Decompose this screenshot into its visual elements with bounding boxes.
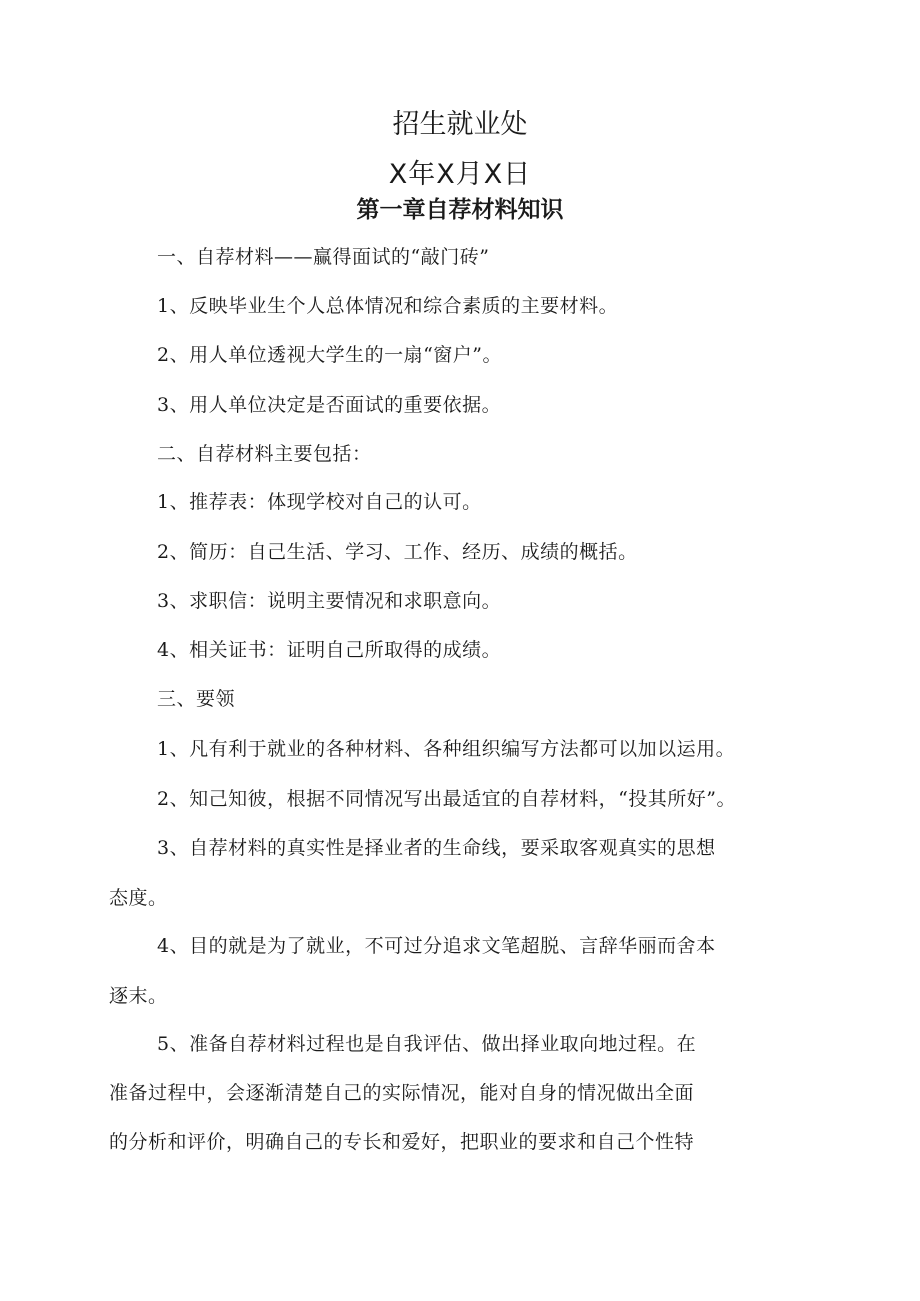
paragraph-line: 2、简历：自己生活、学习、工作、经历、成绩的概括。	[157, 541, 638, 563]
paragraph-line-continued: 逐末。	[109, 985, 168, 1007]
paragraph-line: 4、目的就是为了就业，不可过分追求文笔超脱、言辞华丽而舍本	[157, 935, 716, 957]
paragraph-line: 5、准备自荐材料过程也是自我评估、做出择业取向地过程。在	[157, 1033, 697, 1055]
paragraph-line: 4、相关证书：证明自己所取得的成绩。	[157, 639, 502, 661]
chapter-title: 第一章自荐材料知识	[356, 197, 564, 223]
paragraph-line: 2、知己知彼，根据不同情况写出最适宜的自荐材料，“投其所好”。	[157, 788, 737, 810]
paragraph-line: 3、用人单位决定是否面试的重要依据。	[157, 394, 502, 416]
paragraph-line: 1、凡有利于就业的各种材料、各种组织编写方法都可以加以运用。	[157, 738, 736, 760]
section-heading-1: 一、自荐材料——赢得面试的“敲门砖”	[157, 246, 490, 268]
section-heading-2: 二、自荐材料主要包括：	[157, 443, 372, 465]
paragraph-line-continued: 准备过程中，会逐渐清楚自己的实际情况，能对自身的情况做出全面	[109, 1082, 695, 1104]
paragraph-line: 3、求职信：说明主要情况和求职意向。	[157, 590, 502, 612]
paragraph-line: 1、反映毕业生个人总体情况和综合素质的主要材料。	[157, 295, 619, 317]
paragraph-line-continued: 态度。	[109, 887, 168, 909]
paragraph-line: 1、推荐表：体现学校对自己的认可。	[157, 491, 482, 513]
document-date: X年X月X日	[388, 159, 532, 190]
section-heading-3: 三、要领	[157, 688, 236, 710]
paragraph-line: 2、用人单位透视大学生的一扇“窗户”。	[157, 344, 503, 366]
paragraph-line-continued: 的分析和评价，明确自己的专长和爱好，把职业的要求和自己个性特	[109, 1131, 695, 1153]
paragraph-line: 3、自荐材料的真实性是择业者的生命线，要采取客观真实的思想	[157, 837, 716, 859]
department-name: 招生就业处	[392, 109, 528, 140]
